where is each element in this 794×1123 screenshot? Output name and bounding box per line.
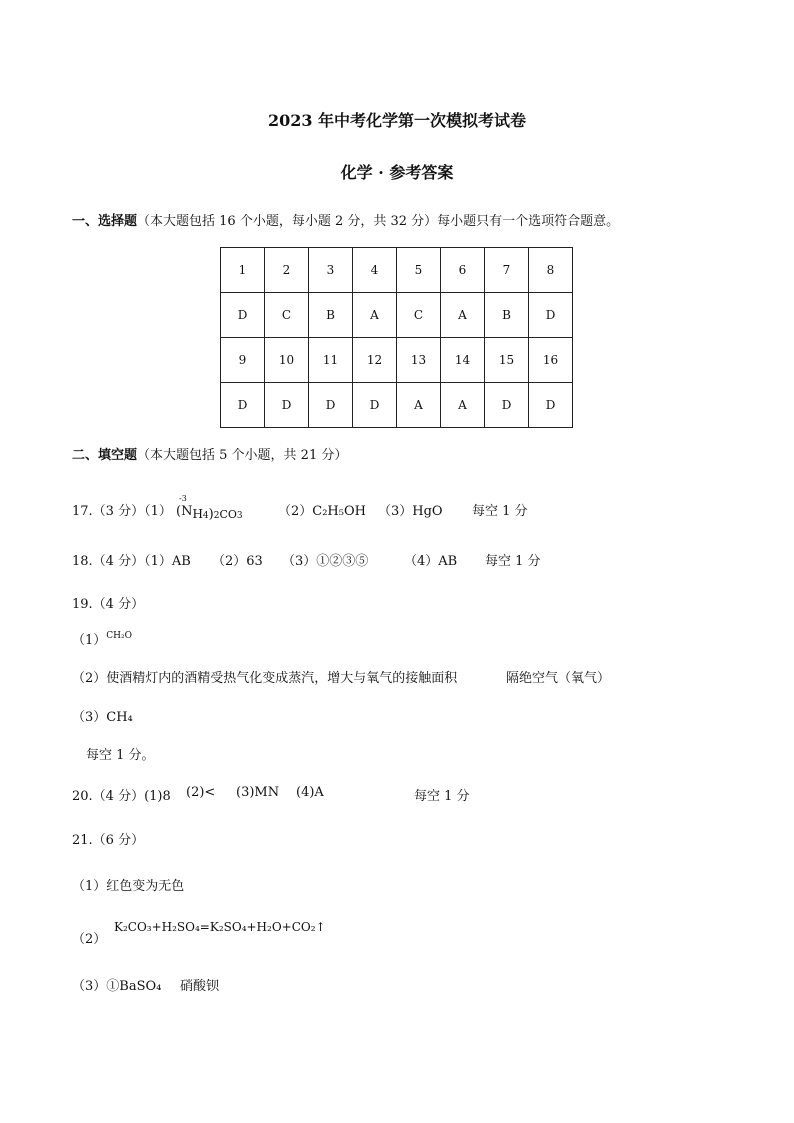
table-cell: C: [397, 293, 441, 338]
table-cell: D: [265, 383, 309, 428]
table-cell: 2: [265, 248, 309, 293]
table-cell: D: [353, 383, 397, 428]
q18-part3: （3）①②③⑤: [282, 554, 369, 569]
q18-part2: （2）63: [212, 554, 263, 569]
table-cell: 10: [265, 338, 309, 383]
table-cell: D: [485, 383, 529, 428]
table-cell: 12: [353, 338, 397, 383]
section2-header: [72, 444, 347, 463]
page-title: 2023 年中考化学第一次模拟考试卷: [267, 111, 527, 130]
table-cell: 7: [485, 248, 529, 293]
q20-part2: (2)<: [186, 785, 216, 800]
q19-formula: CH₂O: [106, 631, 133, 641]
table-cell: 13: [397, 338, 441, 383]
q18-part4: （4）AB: [404, 554, 458, 569]
table-cell: 8: [529, 248, 573, 293]
q19-part2b: 隔绝空气（氧气）: [506, 671, 611, 686]
q17-formula1: -3 $(N_{H4})_{2CO3}$: [176, 494, 243, 522]
q21-head: 21.（6 分）: [72, 833, 145, 848]
table-cell: 14: [441, 338, 485, 383]
table-row: [221, 248, 573, 293]
table-cell: 6: [441, 248, 485, 293]
table-cell: 11: [309, 338, 353, 383]
table-row: [221, 293, 573, 338]
table-cell: D: [309, 383, 353, 428]
table-cell: A: [441, 383, 485, 428]
table-cell: C: [265, 293, 309, 338]
section1-heading: 一、选择题: [72, 214, 138, 229]
q21-part3: （3）①BaSO₄: [72, 979, 162, 994]
page-subtitle: 化学 · 参考答案: [340, 163, 454, 182]
q17-part2: （2）C₂H₅OH: [278, 504, 366, 519]
q18-part1: 18.（4 分）（1）AB: [72, 554, 191, 569]
table-cell: B: [309, 293, 353, 338]
q17-part3: （3）HgO: [378, 504, 443, 519]
q17-head: 17.（3 分）（1）: [72, 504, 172, 519]
q19-head: 19.（4 分）: [72, 597, 145, 612]
q19-part2: （2）使酒精灯内的酒精受热气化变成蒸汽，增大与氧气的接触面积: [72, 671, 458, 686]
section1-header: [72, 210, 619, 229]
table-cell: D: [529, 293, 573, 338]
q17-valence: -3: [179, 494, 187, 503]
q20-part3: (3)MN: [236, 785, 280, 800]
table-cell: 4: [353, 248, 397, 293]
q20-part4: (4)A: [296, 785, 324, 800]
table-cell: D: [221, 383, 265, 428]
table-cell: A: [441, 293, 485, 338]
q20-note: 每空 1 分: [414, 789, 470, 804]
table-cell: A: [397, 383, 441, 428]
table-row: [221, 383, 573, 428]
q17-answer: [72, 494, 243, 522]
table-cell: D: [529, 383, 573, 428]
q19-note: 每空 1 分。: [86, 748, 155, 763]
table-row: [221, 338, 573, 383]
table-cell: B: [485, 293, 529, 338]
table-cell: A: [353, 293, 397, 338]
table-cell: 3: [309, 248, 353, 293]
answer-table: [220, 247, 573, 428]
q21-equation: K₂CO₃+H₂SO₄=K₂SO₄+H₂O+CO₂↑: [114, 920, 326, 934]
table-cell: 15: [485, 338, 529, 383]
q21-part1: （1）红色变为无色: [72, 879, 185, 894]
q18-note: 每空 1 分: [485, 554, 541, 569]
table-cell: 5: [397, 248, 441, 293]
section2-heading: 二、填空题: [72, 448, 138, 463]
q21-part3b: 硝酸钡: [180, 979, 220, 994]
q20-part1: 20.（4 分）(1)8: [72, 789, 171, 804]
table-cell: 9: [221, 338, 265, 383]
table-cell: 16: [529, 338, 573, 383]
table-cell: D: [221, 293, 265, 338]
q19-part1: $(1)^{CH_2O}$: [72, 631, 133, 648]
q21-part2-label: （2）: [72, 932, 107, 947]
table-cell: 1: [221, 248, 265, 293]
q17-note: 每空 1 分: [472, 504, 528, 519]
section1-desc: （本大题包括 16 个小题，每小题 2 分，共 32 分）每小题只有一个选项符合题意。: [137, 214, 620, 229]
section2-desc: （本大题包括 5 个小题，共 21 分）: [137, 448, 348, 463]
q19-part3: （3）CH₄: [72, 710, 133, 725]
